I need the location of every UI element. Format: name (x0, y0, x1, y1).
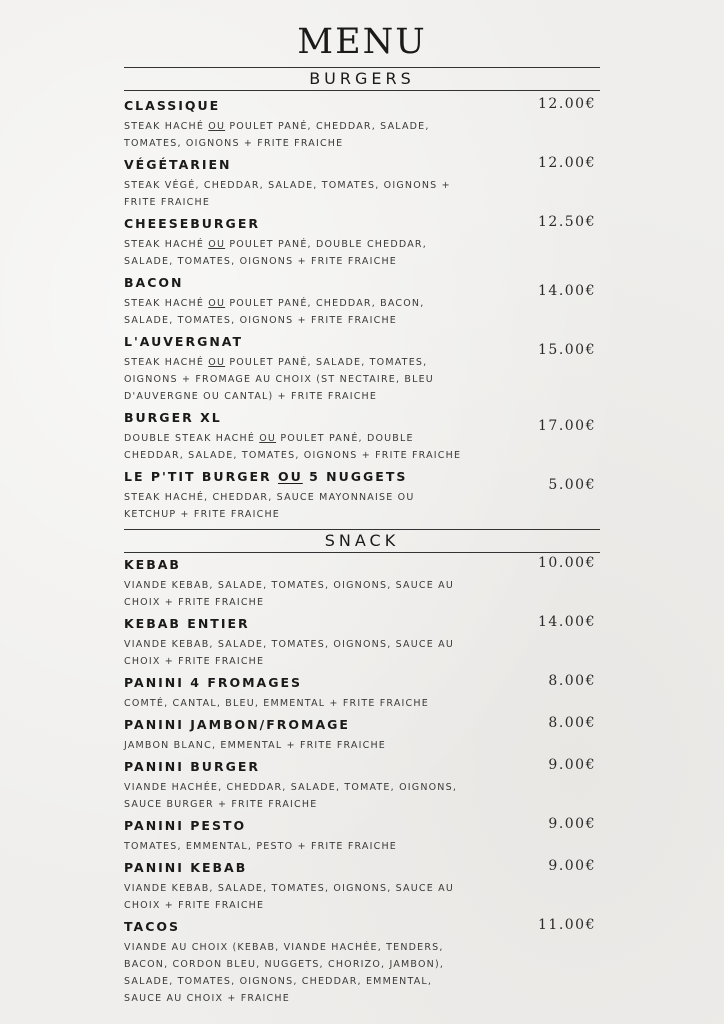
item-description (124, 430, 469, 464)
item-description-part: STEAK HACHÉ, CHEDDAR, SAUCE MAYONNAISE OU KETCHUP + FRITE FRAICHE (124, 492, 415, 520)
menu-item (124, 816, 600, 855)
item-price: 17.00€ (538, 418, 596, 434)
item-name (124, 332, 600, 352)
item-price: 9.00€ (548, 816, 596, 832)
menu-item (124, 273, 600, 329)
item-name (124, 858, 600, 878)
item-name-part: PANINI JAMBON/FROMAGE (124, 717, 350, 732)
item-name (124, 467, 600, 487)
menu-item (124, 715, 600, 754)
item-price: 8.00€ (548, 673, 596, 689)
item-name-part: VÉGÉTARIEN (124, 157, 232, 172)
menu-item (124, 757, 600, 813)
item-description-part: VIANDE KEBAB, SALADE, TOMATES, OIGNONS, SAUCE AU CHOIX + FRITE FRAICHE (124, 639, 455, 667)
item-description-part: COMTÉ, CANTAL, BLEU, EMMENTAL + FRITE FRAICHE (124, 698, 429, 709)
item-description (124, 354, 469, 405)
item-price: 14.00€ (538, 283, 596, 299)
item-name-part: LE P'TIT BURGER (124, 469, 278, 484)
item-description (124, 489, 469, 523)
item-description-part: STEAK HACHÉ (124, 357, 209, 368)
item-name (124, 917, 600, 937)
item-name-part: PANINI PESTO (124, 818, 247, 833)
or-underlined: OU (208, 121, 226, 132)
item-description-part: VIANDE HACHÉE, CHEDDAR, SALADE, TOMATE, OIGNONS, SAUCE BURGER + FRITE FRAICHE (124, 782, 458, 810)
item-name (124, 715, 600, 735)
item-description (124, 177, 469, 211)
menu-item (124, 673, 600, 712)
menu-item (124, 332, 600, 405)
item-description-part: TOMATES, EMMENTAL, PESTO + FRITE FRAICHE (124, 841, 398, 852)
item-price: 14.00€ (538, 614, 596, 630)
item-price: 12.00€ (538, 96, 596, 112)
or-underlined: OU (208, 298, 226, 309)
item-name (124, 214, 600, 234)
item-name-part: PANINI KEBAB (124, 860, 248, 875)
item-name (124, 273, 600, 293)
item-price: 8.00€ (548, 715, 596, 731)
menu-item (124, 614, 600, 670)
item-name-part: L'AUVERGNAT (124, 334, 244, 349)
item-name-part: CHEESEBURGER (124, 216, 260, 231)
item-price: 10.00€ (538, 555, 596, 571)
section-heading-burgers (124, 67, 600, 91)
item-description-part: POULET PANÉ, SALADE, TOMATES, OIGNONS + FROMAGE AU CHOIX (ST NECTAIRE, BLEU D'AUVERGNE OU CANTAL) + FRITE FRAICHE (124, 357, 434, 402)
item-name-part: TACOS (124, 919, 181, 934)
item-description-part: JAMBON BLANC, EMMENTAL + FRITE FRAICHE (124, 740, 387, 751)
item-name (124, 155, 600, 175)
item-description (124, 118, 469, 152)
item-name (124, 408, 600, 428)
item-name-part: KEBAB ENTIER (124, 616, 250, 631)
item-price: 12.00€ (538, 155, 596, 171)
menu-item (124, 555, 600, 611)
item-description (124, 880, 469, 914)
item-price: 11.00€ (538, 917, 596, 933)
item-description (124, 636, 469, 670)
menu-item (124, 408, 600, 464)
item-name (124, 816, 600, 836)
item-description (124, 737, 469, 754)
or-underlined: OU (277, 469, 303, 484)
item-description-part: STEAK VÉGÉ, CHEDDAR, SALADE, TOMATES, OIGNONS + FRITE FRAICHE (124, 180, 451, 208)
item-description-part: POULET PANÉ, CHEDDAR, SALADE, TOMATES, OIGNONS + FRITE FRAICHE (124, 121, 430, 149)
item-description-part: STEAK HACHÉ (124, 239, 209, 250)
item-name-part: PANINI 4 FROMAGES (124, 675, 303, 690)
menu-item (124, 214, 600, 270)
item-name (124, 673, 600, 693)
menu-title: MENU (297, 22, 427, 62)
item-description (124, 295, 469, 329)
item-name (124, 757, 600, 777)
item-description-part: VIANDE KEBAB, SALADE, TOMATES, OIGNONS, SAUCE AU CHOIX + FRITE FRAICHE (124, 580, 455, 608)
item-name (124, 555, 600, 575)
item-name-part: BACON (124, 275, 184, 290)
item-name-part: PANINI BURGER (124, 759, 260, 774)
item-price: 15.00€ (538, 342, 596, 358)
menu-item (124, 858, 600, 914)
item-description-part: STEAK HACHÉ (124, 298, 209, 309)
item-price: 9.00€ (548, 757, 596, 773)
item-description-part: STEAK HACHÉ (124, 121, 209, 132)
item-description (124, 838, 469, 855)
item-description (124, 939, 469, 1007)
or-underlined: OU (208, 239, 226, 250)
item-description-part: DOUBLE STEAK HACHÉ (124, 433, 260, 444)
or-underlined: OU (259, 433, 277, 444)
item-description (124, 577, 469, 611)
section-heading-label: SNACK (324, 531, 400, 550)
item-description-part: VIANDE AU CHOIX (KEBAB, VIANDE HACHÉE, TENDERS, BACON, CORDON BLEU, NUGGETS, CHORIZO, JAMBON), SALADE, TOMATES, OIGNONS, CHEDDAR, EMMENTAL, SAUCE AU CHOIX + FRAICHE (124, 942, 445, 1004)
item-description-part: VIANDE KEBAB, SALADE, TOMATES, OIGNONS, SAUCE AU CHOIX + FRITE FRAICHE (124, 883, 455, 911)
item-description-part: POULET PANÉ, DOUBLE CHEDDAR, SALADE, TOMATES, OIGNONS + FRITE FRAICHE (124, 433, 462, 461)
menu-item (124, 467, 600, 523)
section-heading-label: BURGERS (309, 69, 415, 88)
item-description (124, 236, 469, 270)
item-description (124, 779, 469, 813)
item-price: 5.00€ (548, 477, 596, 493)
section-heading-snack (124, 529, 600, 553)
item-description-part: POULET PANÉ, CHEDDAR, BACON, SALADE, TOMATES, OIGNONS + FRITE FRAICHE (124, 298, 425, 326)
item-name-part: BURGER XL (124, 410, 222, 425)
item-name (124, 614, 600, 634)
item-name-part: KEBAB (124, 557, 181, 572)
item-description-part: POULET PANÉ, DOUBLE CHEDDAR, SALADE, TOMATES, OIGNONS + FRITE FRAICHE (124, 239, 427, 267)
menu-item (124, 96, 600, 152)
item-name-part: CLASSIQUE (124, 98, 221, 113)
item-name-part: 5 NUGGETS (302, 469, 408, 484)
item-price: 12.50€ (538, 214, 596, 230)
item-description (124, 695, 469, 712)
or-underlined: OU (208, 357, 226, 368)
item-price: 9.00€ (548, 858, 596, 874)
item-name (124, 96, 600, 116)
menu-item (124, 917, 600, 1007)
menu-item (124, 155, 600, 211)
